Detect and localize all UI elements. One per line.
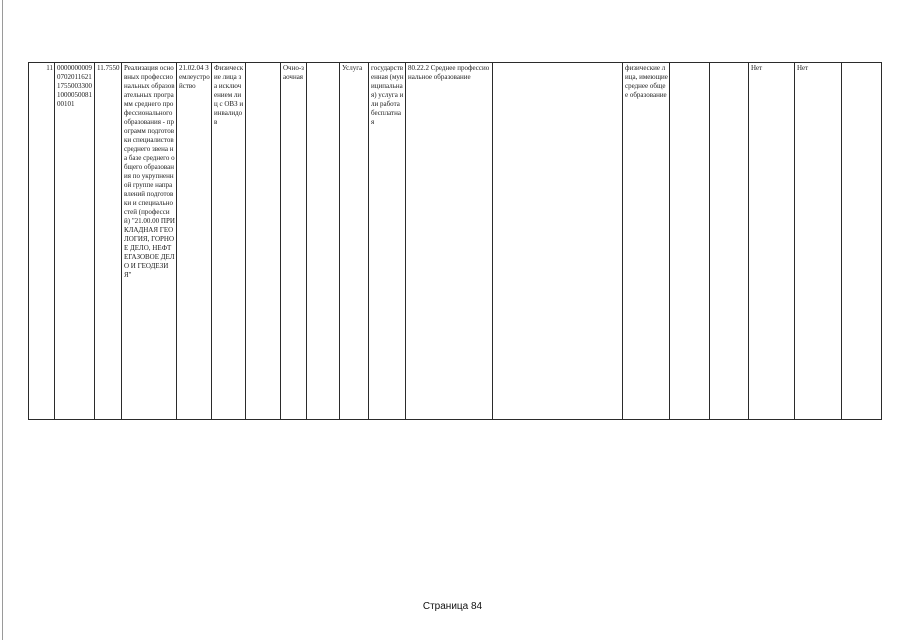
flag-cell-1: Нет xyxy=(749,63,795,420)
service-type: Услуга xyxy=(340,63,369,420)
empty-cell xyxy=(246,63,281,420)
row-number: 11 xyxy=(29,63,55,420)
empty-cell xyxy=(493,63,623,420)
consumer-category: Физические лица за исключением лиц с ОВЗ и инвалидов xyxy=(212,63,246,420)
consumers: физические лица, имеющие среднее общее образование xyxy=(623,63,670,420)
payment-basis: государственная (муниципальная) услуга или работа бесплатная xyxy=(369,63,406,420)
page-number: Страница 84 xyxy=(422,601,483,612)
empty-cell xyxy=(670,63,710,420)
empty-cell xyxy=(842,63,882,420)
empty-cell xyxy=(307,63,340,420)
service-name: Реализация основных профессиональных образовательных программ среднего профессионального образования - программ подготовки специалистов среднего звена на базе среднего общего образования по укрупненной группе направлений подготовки и специальностей (профессий) "21.00.00 ПРИКЛАДНАЯ ГЕОЛОГИЯ, ГОРНОЕ ДЕЛО, НЕФТЕГАЗОВОЕ ДЕЛО И ГЕОДЕЗИЯ" xyxy=(122,63,177,420)
registry-code: 000000000907020116211755003300100005008100101 xyxy=(55,63,95,420)
flag-cell-2: Нет xyxy=(795,63,842,420)
table-row xyxy=(29,63,882,420)
specialty-code: 21.02.04 Землеустройство xyxy=(177,63,212,420)
registry-subcode: 11.7550 xyxy=(95,63,122,420)
okved-code: 80.22.2 Среднее профессиональное образование xyxy=(406,63,493,420)
study-form: Очно-заочная xyxy=(281,63,307,420)
page-left-edge xyxy=(2,0,3,640)
empty-cell xyxy=(710,63,749,420)
registry-table xyxy=(28,62,882,420)
